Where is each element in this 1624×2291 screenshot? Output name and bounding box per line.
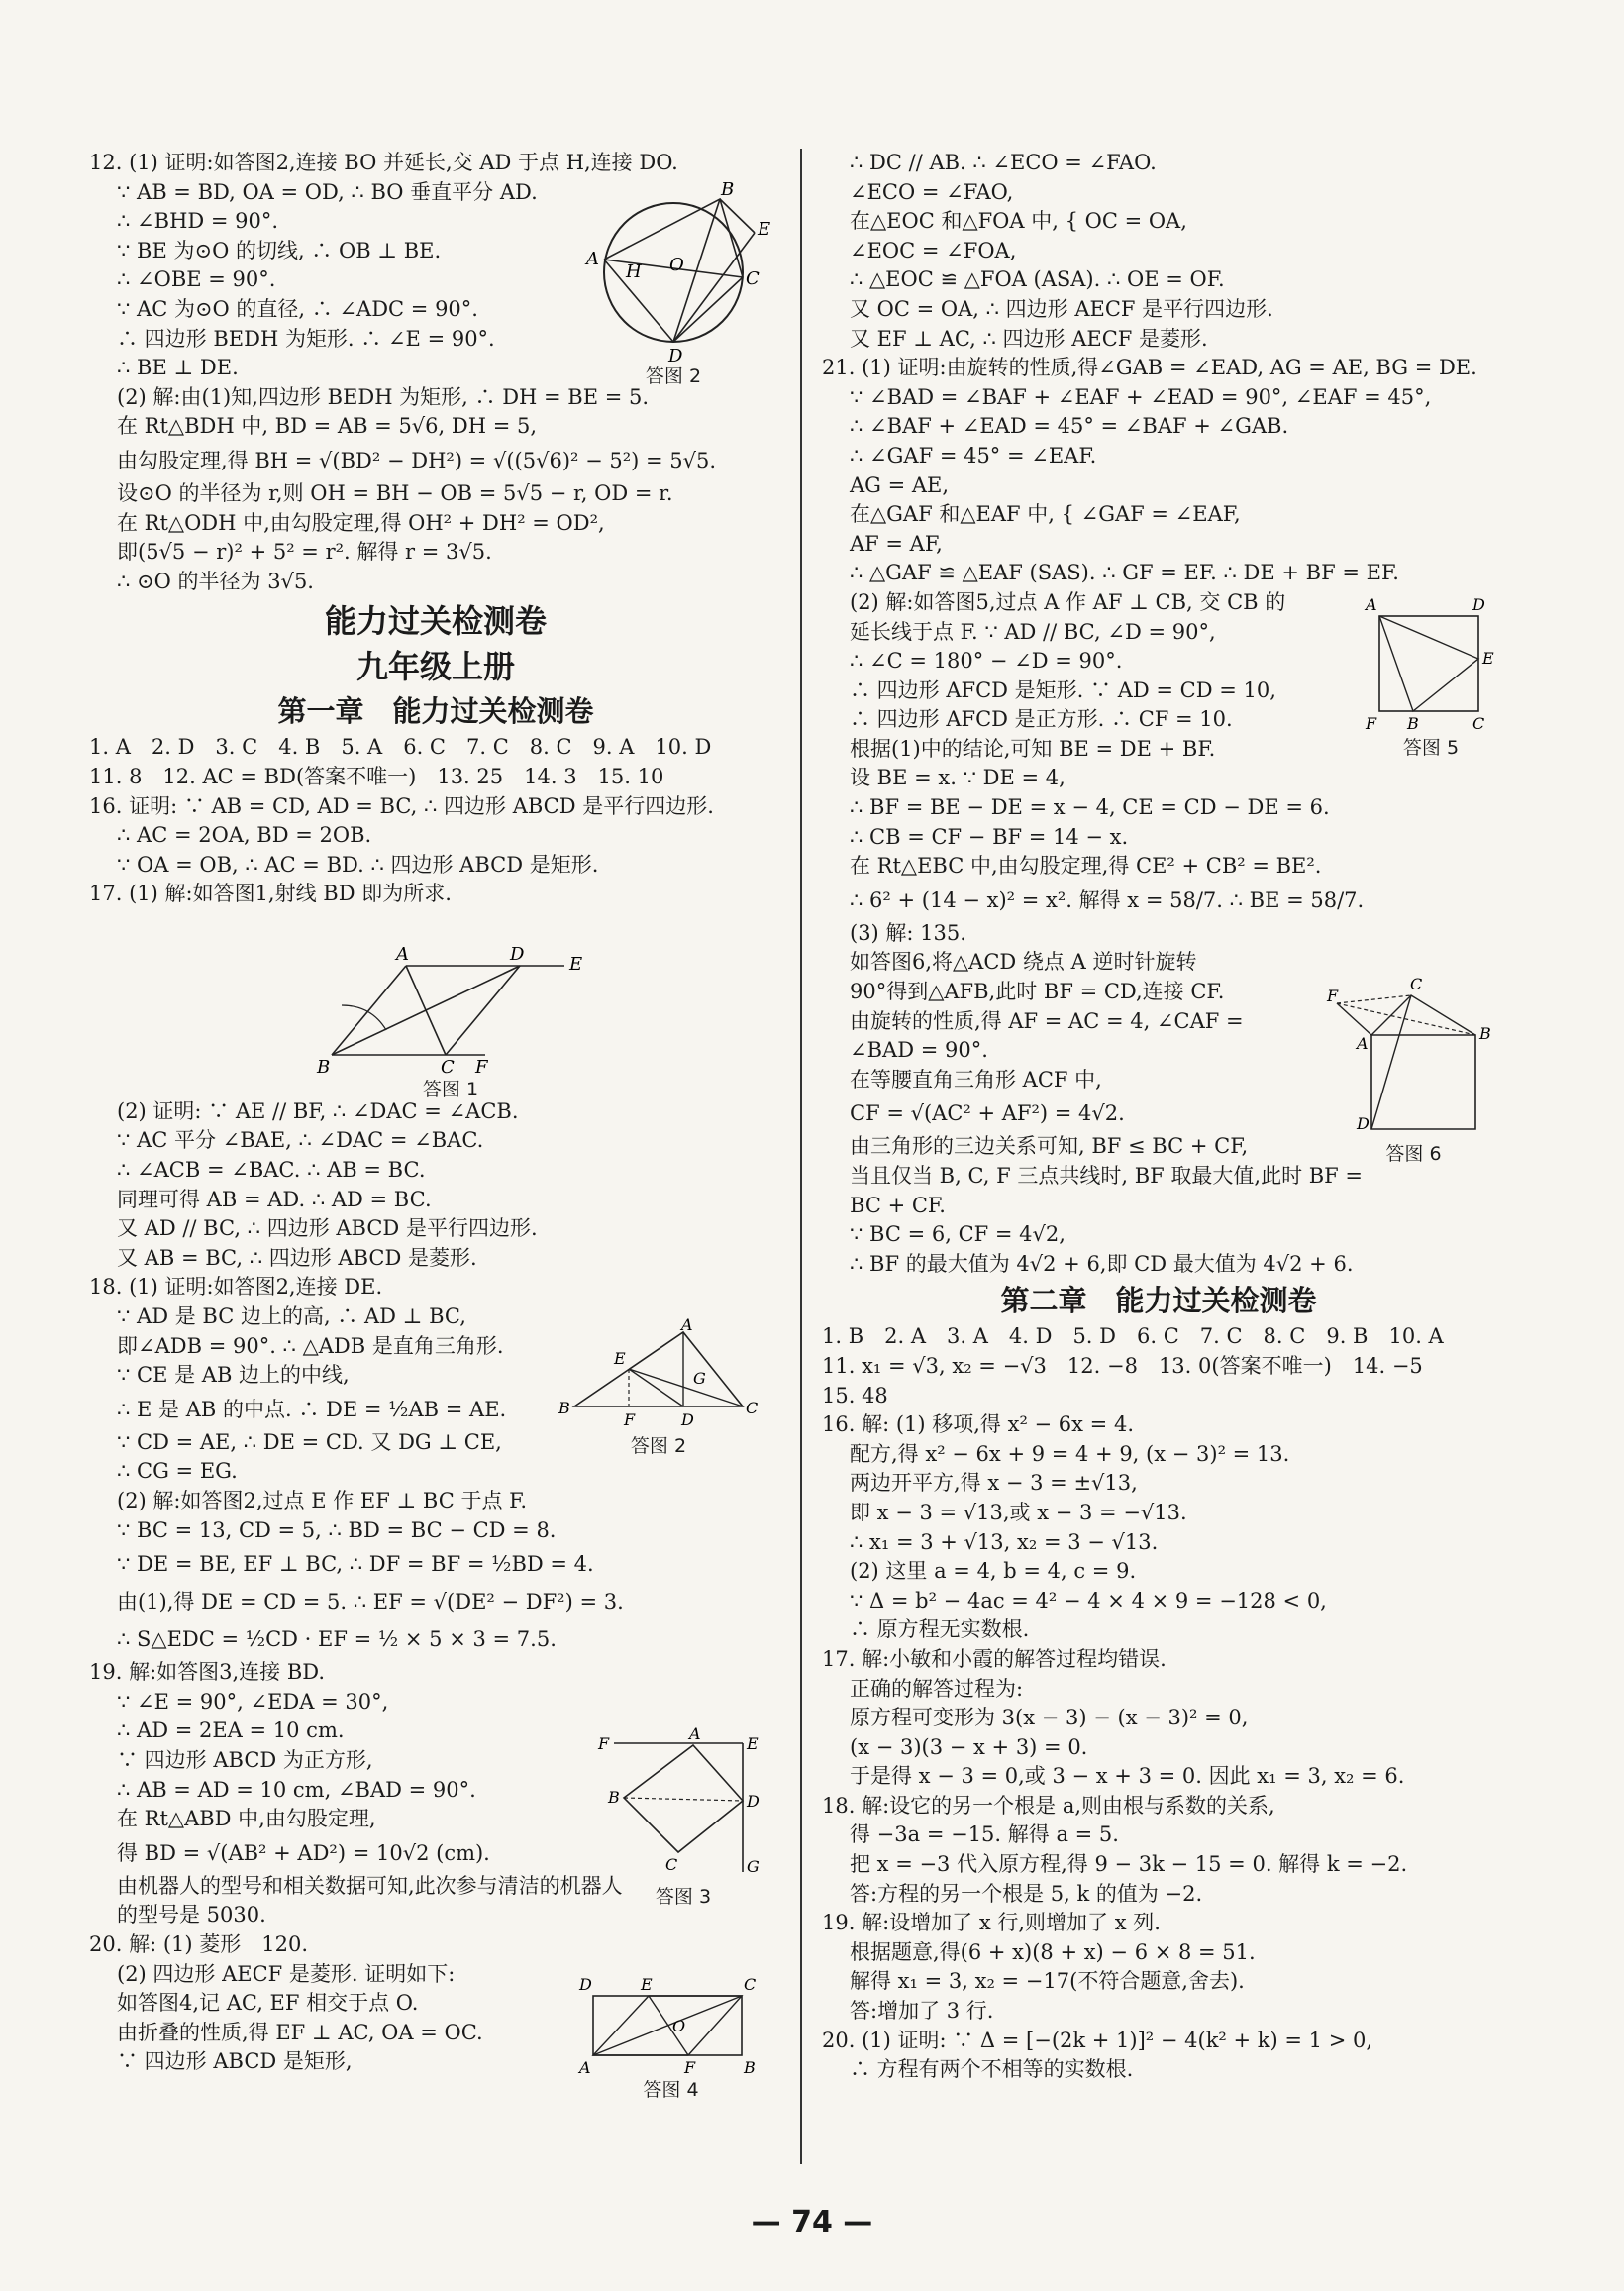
answer-line: 由折叠的性质,得 EF ⊥ AC, OA = OC.: [117, 2020, 483, 2044]
svg-text:F: F: [1366, 714, 1377, 733]
answer-line: 在 Rt△BDH 中, BD = AB = 5√6, DH = 5,: [117, 414, 538, 439]
svg-text:D: D: [579, 1975, 592, 1994]
svg-text:F: F: [684, 2058, 696, 2077]
svg-text:C: C: [1410, 975, 1423, 993]
svg-text:A: A: [579, 2058, 591, 2077]
svg-text:C: C: [746, 268, 760, 289]
answer-line: 得 BD = √(AB² + AD²) = 10√2 (cm).: [117, 1840, 490, 1865]
answer-line: 配方,得 x² − 6x + 9 = 4 + 9, (x − 3)² = 13.: [850, 1441, 1290, 1466]
answer-line: ∴ 四边形 BEDH 为矩形. ∴ ∠E = 90°.: [117, 326, 495, 351]
answer-line: 18. (1) 证明:如答图2,连接 DE.: [89, 1275, 383, 1300]
answer-line: ∴ AC = 2OA, BD = 2OB.: [117, 823, 372, 848]
svg-text:O: O: [669, 255, 684, 275]
figure-caption: 答图 1: [422, 1079, 479, 1100]
svg-text:B: B: [1479, 1024, 1491, 1043]
chapter-title: 第一章 能力过关检测卷: [277, 694, 594, 729]
figure-caption: 答图 2: [645, 365, 702, 387]
answer-line: 由(1),得 DE = CD = 5. ∴ EF = √(DE² − DF²) = 3.: [117, 1590, 624, 1614]
svg-text:D: D: [1357, 1114, 1370, 1133]
answer-line: 17. 解:小敏和小霞的解答过程均错误.: [822, 1646, 1167, 1671]
answer-line: (2) 解:如答图2,过点 E 作 EF ⊥ BC 于点 F.: [117, 1489, 528, 1512]
rectangle-diagram: [579, 1976, 762, 2075]
answer-line: ∴ S△EDC = ½CD · EF = ½ × 5 × 3 = 7.5.: [117, 1627, 557, 1652]
answer-line: ∵ Δ = b² − 4ac = 4² − 4 × 4 × 9 = −128 < 0,: [850, 1588, 1327, 1613]
svg-text:G: G: [693, 1369, 706, 1388]
figure-triangle: [555, 1315, 762, 1458]
answer-line: 由机器人的型号和相关数据可知,此次参与清洁的机器人: [117, 1873, 623, 1898]
svg-text:E: E: [758, 219, 771, 240]
answer-line: ∵ OA = OB, ∴ AC = BD. ∴ 四边形 ABCD 是矩形.: [117, 852, 599, 877]
answer-line: ∴ ∠BHD = 90°.: [117, 209, 279, 234]
svg-text:B: B: [721, 179, 735, 200]
answer-line: 设⊙O 的半径为 r,则 OH = BH − OB = 5√5 − r, OD = r.: [117, 480, 673, 505]
svg-text:E: E: [747, 1734, 759, 1753]
svg-text:E: E: [569, 954, 583, 975]
answer-line: ∵ 四边形 ABCD 是矩形,: [117, 2049, 353, 2074]
answer-line: 15. 48: [822, 1383, 888, 1407]
answer-line: ∠ECO = ∠FAO,: [850, 179, 1014, 204]
svg-text:D: D: [668, 346, 683, 366]
answer-line: 在 Rt△ODH 中,由勾股定理,得 OH² + DH² = OD²,: [117, 510, 605, 535]
answer-line: 根据题意,得(6 + x)(8 + x) − 6 × 8 = 51.: [850, 1939, 1256, 1964]
answer-line: ∴ AB = AD = 10 cm, ∠BAD = 90°.: [117, 1777, 476, 1802]
svg-text:C: C: [441, 1057, 455, 1078]
svg-text:D: D: [1472, 595, 1485, 614]
answer-line: 答:增加了 3 行.: [850, 1999, 994, 2024]
section-title: 能力过关检测卷: [324, 602, 547, 641]
answer-line: (x − 3)(3 − x + 3) = 0.: [850, 1734, 1088, 1759]
answer-line: 即(5√5 − r)² + 5² = r². 解得 r = 3√5.: [117, 540, 492, 565]
svg-text:E: E: [641, 1975, 653, 1994]
svg-text:D: D: [510, 944, 525, 965]
answer-line: ∴ 方程有两个不相等的实数根.: [850, 2057, 1134, 2082]
answer-line: ∵ AC 为⊙O 的直径, ∴ ∠ADC = 90°.: [117, 296, 478, 321]
answer-line: 20. 解: (1) 菱形 120.: [89, 1931, 309, 1956]
answer-line: ∴ 四边形 AFCD 是正方形. ∴ CF = 10.: [850, 707, 1233, 732]
answer-line: 的型号是 5030.: [117, 1903, 266, 1927]
answer-line: ∵ AB = BD, OA = OD, ∴ BO 垂直平分 AD.: [117, 179, 538, 204]
answer-line: 16. 证明: ∵ AB = CD, AD = BC, ∴ 四边形 ABCD 是平行四边形.: [89, 793, 714, 818]
answer-line: 11. x₁ = √3, x₂ = −√3 12. −8 13. 0(答案不唯一) 14. −5: [822, 1353, 1423, 1378]
answer-line: 1. A 2. D 3. C 4. B 5. A 6. C 7. C 8. C 9. A 10. D: [89, 735, 712, 760]
svg-text:B: B: [1407, 714, 1419, 733]
square-abcd-diagram: [1362, 594, 1500, 733]
answer-line: 17. (1) 解:如答图1,射线 BD 即为所求.: [89, 882, 452, 906]
answer-line: ∴ CG = EG.: [117, 1459, 238, 1484]
answer-line: 在△GAF 和△EAF 中, { ∠GAF = ∠EAF,: [850, 502, 1241, 527]
answer-line: ∴ ∠BAF + ∠EAD = 45° = ∠BAF + ∠GAB.: [850, 414, 1289, 439]
answer-line: (2) 解:由(1)知,四边形 BEDH 为矩形, ∴ DH = BE = 5.: [117, 384, 650, 409]
svg-text:E: E: [1482, 649, 1494, 668]
answer-line: ∴ 6² + (14 − x)² = x². 解得 x = 58/7. ∴ BE = 58/7.: [850, 887, 1365, 912]
answer-line: ∠BAD = 90°.: [850, 1038, 988, 1063]
answer-line: ∴ ∠C = 180° − ∠D = 90°.: [850, 649, 1123, 674]
answer-line: AF = AF,: [850, 531, 943, 556]
svg-text:B: B: [608, 1788, 620, 1807]
svg-text:A: A: [586, 249, 599, 269]
answer-line: 20. (1) 证明: ∵ Δ = [−(2k + 1)]² − 4(k² + k) = 1 > 0,: [822, 2028, 1373, 2052]
figure-square-abcd: [1362, 594, 1500, 760]
answer-line: 由旋转的性质,得 AF = AC = 4, ∠CAF =: [850, 1008, 1244, 1033]
svg-text:F: F: [598, 1734, 610, 1753]
answer-line: (2) 这里 a = 4, b = 4, c = 9.: [850, 1559, 1137, 1584]
rotation-diagram: [1327, 976, 1500, 1139]
figure-caption: 答图 5: [1402, 737, 1460, 759]
answer-line: 正确的解答过程为:: [850, 1676, 1024, 1701]
figure-rotation: [1327, 976, 1500, 1166]
answer-line: 16. 解: (1) 移项,得 x² − 6x = 4.: [822, 1412, 1134, 1437]
answer-line: 解得 x₁ = 3, x₂ = −17(不符合题意,舍去).: [850, 1969, 1245, 1994]
answer-line: (3) 解: 135.: [850, 920, 966, 945]
answer-line: ∴ ∠ACB = ∠BAC. ∴ AB = BC.: [117, 1158, 426, 1183]
answer-line: 如答图4,记 AC, EF 相交于点 O.: [117, 1991, 419, 2016]
answer-line: ∴ △GAF ≌ △EAF (SAS). ∴ GF = EF. ∴ DE + BF = EF.: [850, 561, 1399, 585]
answer-line: ∴ BE ⊥ DE.: [117, 356, 239, 380]
answer-line: ∵ CD = AE, ∴ DE = CD. 又 DG ⊥ CE,: [117, 1429, 502, 1454]
figure-square: [594, 1723, 772, 1909]
figure-circle: [574, 179, 772, 388]
answer-line: ∴ 原方程无实数根.: [850, 1617, 1030, 1642]
answer-line: 又 AB = BC, ∴ 四边形 ABCD 是菱形.: [117, 1245, 477, 1270]
answer-line: 如答图6,将△ACD 绕点 A 逆时针旋转: [850, 950, 1197, 975]
triangle-diagram: [555, 1315, 762, 1431]
svg-text:O: O: [672, 2017, 686, 2035]
svg-text:A: A: [681, 1315, 693, 1334]
svg-text:B: B: [744, 2058, 756, 2077]
answer-line: BC + CF.: [850, 1193, 946, 1217]
answer-line: ∴ BF 的最大值为 4√2 + 6,即 CD 最大值为 4√2 + 6.: [850, 1251, 1354, 1276]
svg-text:C: C: [744, 1975, 757, 1994]
svg-text:B: B: [317, 1057, 331, 1078]
answer-line: AG = AE,: [850, 472, 950, 497]
answer-line: ∠EOC = ∠FOA,: [850, 238, 1017, 262]
answer-line: 1. B 2. A 3. A 4. D 5. D 6. C 7. C 8. C 9. B 10. A: [822, 1324, 1444, 1349]
figure-rhombus: [317, 946, 584, 1101]
answer-line: 即 x − 3 = √13,或 x − 3 = −√13.: [850, 1500, 1187, 1524]
answer-line: ∴ x₁ = 3 + √13, x₂ = 3 − √13.: [850, 1529, 1159, 1554]
answer-line: ∴ 四边形 AFCD 是矩形. ∵ AD = CD = 10,: [850, 677, 1276, 702]
answer-line: ∴ AD = 2EA = 10 cm.: [117, 1718, 345, 1743]
answer-line: 12. (1) 证明:如答图2,连接 BO 并延长,交 AD 于点 H,连接 DO.: [89, 151, 678, 174]
answer-line: 21. (1) 证明:由旋转的性质,得∠GAB = ∠EAD, AG = AE, BG = DE.: [822, 356, 1477, 380]
answer-line: 又 EF ⊥ AC, ∴ 四边形 AECF 是菱形.: [850, 326, 1208, 351]
answer-line: 答:方程的另一个根是 5, k 的值为 −2.: [850, 1881, 1203, 1906]
answer-line: 延长线于点 F. ∵ AD // BC, ∠D = 90°,: [850, 619, 1216, 644]
answer-line: 18. 解:设它的另一个根是 a,则由根与系数的关系,: [822, 1793, 1275, 1818]
answer-line: 19. 解:设增加了 x 行,则增加了 x 列.: [822, 1911, 1161, 1935]
answer-line: 两边开平方,得 x − 3 = ±√13,: [850, 1471, 1138, 1496]
answer-line: ∴ E 是 AB 的中点. ∴ DE = ½AB = AE.: [117, 1397, 507, 1421]
circle-diagram: [574, 179, 772, 366]
answer-line: 由勾股定理,得 BH = √(BD² − DH²) = √((5√6)² − 5²) = 5√5.: [117, 448, 717, 472]
answer-line: ∵ ∠E = 90°, ∠EDA = 30°,: [117, 1689, 389, 1714]
answer-line: 根据(1)中的结论,可知 BE = DE + BF.: [850, 736, 1216, 761]
answer-line: 把 x = −3 代入原方程,得 9 − 3k − 15 = 0. 解得 k = −2.: [850, 1852, 1408, 1877]
answer-line: 又 OC = OA, ∴ 四边形 AECF 是平行四边形.: [850, 296, 1273, 321]
svg-text:D: D: [747, 1792, 760, 1811]
answer-line: 得 −3a = −15. 解得 a = 5.: [850, 1822, 1119, 1847]
answer-line: ∵ BC = 13, CD = 5, ∴ BD = BC − CD = 8.: [117, 1517, 557, 1542]
answer-line: ∵ AD 是 BC 边上的高, ∴ AD ⊥ BC,: [117, 1304, 466, 1329]
figure-caption: 答图 4: [643, 2079, 699, 2101]
answer-line: 90°得到△AFB,此时 BF = CD,连接 CF.: [850, 980, 1225, 1004]
answer-line: 在△EOC 和△FOA 中, { OC = OA,: [850, 209, 1187, 234]
svg-text:H: H: [626, 261, 642, 282]
answer-line: 设 BE = x. ∵ DE = 4,: [850, 766, 1066, 790]
square-diagram: [594, 1723, 772, 1882]
answer-line: ∵ BC = 6, CF = 4√2,: [850, 1222, 1066, 1247]
answer-line: 原方程可变形为 3(x − 3) − (x − 3)² = 0,: [850, 1706, 1249, 1730]
answer-line: 又 AD // BC, ∴ 四边形 ABCD 是平行四边形.: [117, 1216, 538, 1241]
svg-text:F: F: [624, 1410, 636, 1429]
svg-text:C: C: [746, 1399, 759, 1417]
section-title: 九年级上册: [355, 648, 515, 686]
svg-text:B: B: [558, 1399, 570, 1417]
answer-line: 同理可得 AB = AD. ∴ AD = BC.: [117, 1187, 432, 1211]
svg-text:C: C: [1472, 714, 1485, 733]
svg-text:A: A: [1357, 1034, 1369, 1053]
figure-rectangle: [579, 1976, 762, 2102]
answer-line: ∴ △EOC ≌ △FOA (ASA). ∴ OE = OF.: [850, 267, 1225, 292]
answer-line: ∴ ⊙O 的半径为 3√5.: [117, 569, 314, 593]
figure-caption: 答图 2: [630, 1435, 687, 1457]
answer-line: ∵ AC 平分 ∠BAE, ∴ ∠DAC = ∠BAC.: [117, 1128, 484, 1153]
answer-line: ∵ CE 是 AB 边上的中线,: [117, 1363, 350, 1388]
svg-text:E: E: [614, 1349, 626, 1368]
answer-line: CF = √(AC² + AF²) = 4√2.: [850, 1101, 1125, 1126]
svg-text:G: G: [747, 1857, 760, 1876]
answer-line: 当且仅当 B, C, F 三点共线时, BF 取最大值,此时 BF =: [850, 1164, 1364, 1188]
answer-line: 11. 8 12. AC = BD(答案不唯一) 13. 25 14. 3 15. 10: [89, 764, 664, 788]
answer-line: 在等腰直角三角形 ACF 中,: [850, 1067, 1102, 1092]
chapter-title: 第二章 能力过关检测卷: [1000, 1284, 1317, 1318]
answer-line: ∴ CB = CF − BF = 14 − x.: [850, 824, 1129, 849]
answer-line: 于是得 x − 3 = 0,或 3 − x + 3 = 0. 因此 x₁ = 3, x₂ = 6.: [850, 1764, 1405, 1789]
answer-line: (2) 证明: ∵ AE // BF, ∴ ∠DAC = ∠ACB.: [117, 1098, 519, 1123]
answer-line: ∴ DC // AB. ∴ ∠ECO = ∠FAO.: [850, 151, 1157, 174]
svg-text:A: A: [689, 1724, 701, 1743]
svg-text:A: A: [1366, 595, 1377, 614]
page-number: — 74 —: [751, 2205, 873, 2239]
answer-line: 由三角形的三边关系可知, BF ≤ BC + CF,: [850, 1134, 1249, 1159]
answer-line: ∴ ∠GAF = 45° = ∠EAF.: [850, 443, 1097, 468]
answer-line: ∵ ∠BAD = ∠BAF + ∠EAF + ∠EAD = 90°, ∠EAF = 45°,: [850, 384, 1432, 409]
svg-text:F: F: [1327, 987, 1339, 1005]
answer-line: (2) 四边形 AECF 是菱形. 证明如下:: [117, 1961, 456, 1986]
answer-line: 即∠ADB = 90°. ∴ △ADB 是直角三角形.: [117, 1333, 504, 1358]
answer-line: ∴ BF = BE − DE = x − 4, CE = CD − DE = 6.: [850, 795, 1330, 820]
column-divider: [800, 149, 802, 2164]
rhombus-diagram: [317, 944, 584, 1078]
answer-line: ∵ DE = BE, EF ⊥ BC, ∴ DF = BF = ½BD = 4.: [117, 1552, 594, 1577]
svg-text:D: D: [681, 1410, 694, 1429]
figure-caption: 答图 6: [1385, 1143, 1442, 1165]
svg-text:A: A: [396, 944, 409, 965]
svg-text:F: F: [475, 1057, 488, 1078]
answer-line: 在 Rt△ABD 中,由勾股定理,: [117, 1807, 376, 1831]
answer-line: (2) 解:如答图5,过点 A 作 AF ⊥ CB, 交 CB 的: [850, 589, 1286, 614]
svg-text:C: C: [665, 1855, 678, 1874]
answer-line: ∴ ∠OBE = 90°.: [117, 267, 276, 292]
answer-line: 在 Rt△EBC 中,由勾股定理,得 CE² + CB² = BE².: [850, 854, 1322, 879]
figure-caption: 答图 3: [655, 1886, 712, 1908]
answer-line: ∵ 四边形 ABCD 为正方形,: [117, 1747, 373, 1772]
answer-line: 19. 解:如答图3,连接 BD.: [89, 1660, 326, 1685]
answer-line: ∵ BE 为⊙O 的切线, ∴ OB ⊥ BE.: [117, 238, 442, 262]
